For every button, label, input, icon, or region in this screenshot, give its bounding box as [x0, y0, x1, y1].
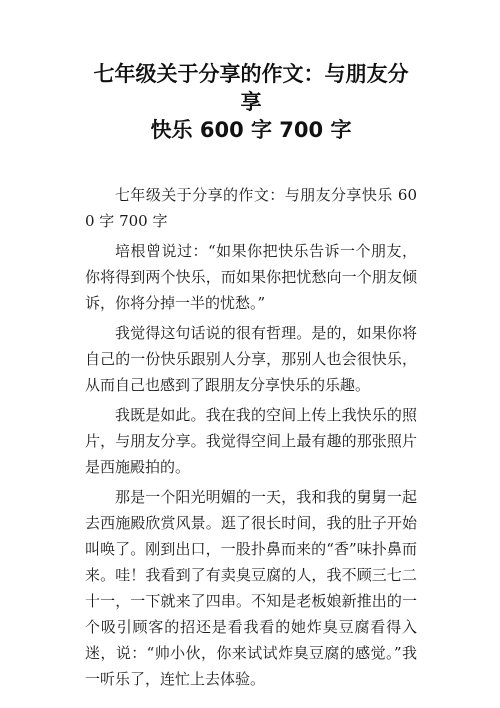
paragraph-bacon-quote: 培根曾说过：“如果你把快乐告诉一个朋友，你将得到两个快乐，而如果你把忧愁向一个朋友倾诉，你将分掉一半的忧愁。” [85, 242, 417, 312]
document-body [85, 182, 417, 692]
paragraph-photo-sharing: 我既是如此。我在我的空间上传上我快乐的照片，与朋友分享。我觉得空间上最有趣的那张照片是西施殿拍的。 [85, 406, 417, 476]
paragraph-xishi-palace-story: 那是一个阳光明媚的一天，我和我的舅舅一起去西施殿欣赏风景。逛了很长时间，我的肚子开始叫唤了。刚到出口，一股扑鼻而来的“香”味扑鼻而来。哇！我看到了有卖臭豆腐的人，我不顾三七二十一，一下就来了四串。不知是老板娘新推出的一个吸引顾客的招还是看我看的她炸臭豆腐看得入迷，说：“帅小伙，你来试试炸臭豆腐的感觉。”我一听乐了，连忙上去体验。 [85, 488, 417, 688]
title-line-2: 快乐 600 字 700 字 [150, 118, 352, 142]
paragraph-heading-repeat: 七年级关于分享的作文：与朋友分享快乐 600 字 700 字 [85, 186, 417, 230]
title-line-1: 七年级关于分享的作文：与朋友分享 [93, 62, 409, 114]
paragraph-philosophy: 我觉得这句话说的很有哲理。是的，如果你将自己的一份快乐跟别人分享，那别人也会很快乐，从而自己也感到了跟朋友分享快乐的乐趣。 [85, 324, 417, 394]
document-title [85, 60, 417, 144]
